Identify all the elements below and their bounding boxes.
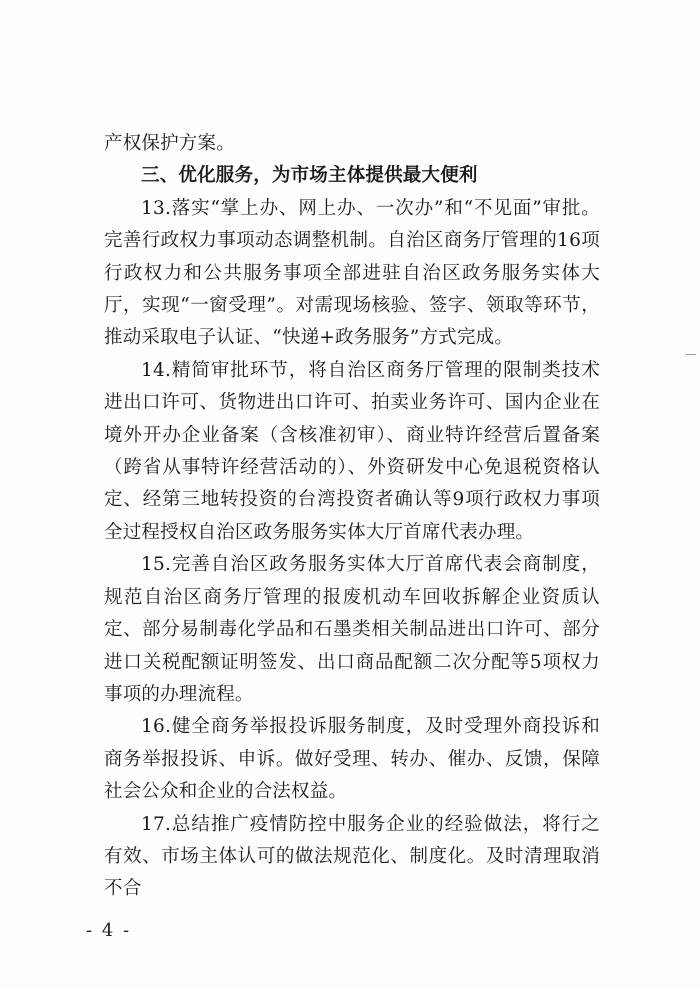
page-number: - 4 - <box>86 920 132 941</box>
paragraph-continuation: 产权保护方案。 <box>104 133 235 154</box>
paragraph-item-15: 15.完善自治区政务服务实体大厅首席代表会商制度，规范自治区商务厅管理的报废机动车回收拆解企业资质认定、部分易制毒化学品和石墨类相关制品进出口许可、部分进口关税配额证明签发、出口商品配额二次分配等5项权力事项的办理流程。 <box>104 554 600 705</box>
document-body <box>104 128 600 906</box>
scan-artifact-mark <box>686 354 696 355</box>
paragraph-item-14: 14.精简审批环节，将自治区商务厅管理的限制类技术进出口许可、货物进出口许可、拍卖业务许可、国内企业在境外开办企业备案（含核准初审）、商业特许经营后置备案（跨省从事特许经营活动的）、外资研发中心免退税资格认定、经第三地转投资的台湾投资者确认等9项行政权力事项全过程授权自治区政务服务实体大厅首席代表办理。 <box>104 359 600 543</box>
paragraph-item-16: 16.健全商务举报投诉服务制度，及时受理外商投诉和商务举报投诉、申诉。做好受理、转办、催办、反馈，保障社会公众和企业的合法权益。 <box>104 716 600 803</box>
paragraph-item-17: 17.总结推广疫情防控中服务企业的经验做法，将行之有效、市场主体认可的做法规范化、制度化。及时清理取消不合 <box>104 813 600 900</box>
paragraph-item-13: 13.落实“掌上办、网上办、一次办”和“不见面”审批。完善行政权力事项动态调整机制。自治区商务厅管理的16项行政权力和公共服务事项全部进驻自治区政务服务实体大厅，实现“一窗受理”。对需现场核验、签字、领取等环节，推动采取电子认证、“快递+政务服务”方式完成。 <box>104 197 600 349</box>
section-heading: 三、优化服务，为市场主体提供最大便利 <box>141 165 478 187</box>
